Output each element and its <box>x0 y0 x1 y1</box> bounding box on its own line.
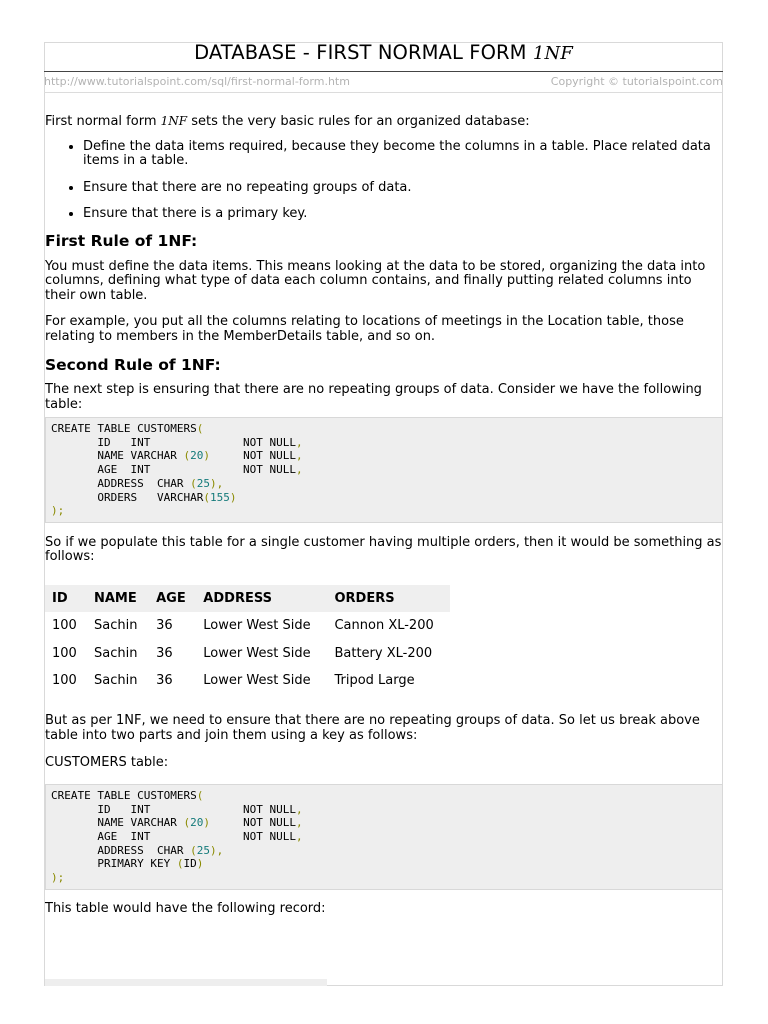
page-title-text: DATABASE - FIRST NORMAL FORM <box>194 41 527 64</box>
list-item: • Ensure that there is a primary key. <box>83 207 723 222</box>
break-table-paragraph: But as per 1NF, we need to ensure that there are no repeating groups of data. So let us break above table into two parts and join them using a key as follows: <box>45 713 700 743</box>
code-block-customers-primary-key: CREATE TABLE CUSTOMERS( ID INT NOT NULL, NAME VARCHAR (20) NOT NULL, AGE INT NOT NULL, ADDRESS CHAR (25), PRIMARY KEY (ID) ); <box>45 784 723 890</box>
table-cell: 100 <box>52 618 77 634</box>
intro-bullet-list <box>45 140 723 222</box>
table-cell: 100 <box>52 673 77 689</box>
table-row <box>45 612 450 640</box>
intro-text-before: First normal form <box>45 114 157 129</box>
table-cell: Sachin <box>93 673 138 689</box>
customers-table-label: CUSTOMERS table: <box>45 755 169 771</box>
intro-paragraph <box>45 114 723 130</box>
column-header: ADDRESS <box>196 585 327 612</box>
table-cell: 36 <box>156 645 173 661</box>
column-header: ORDERS <box>327 585 450 612</box>
table-cell: Battery XL-200 <box>334 645 433 661</box>
table-cell: Lower West Side <box>203 645 311 661</box>
url-divider <box>44 92 723 93</box>
source-url[interactable]: http://www.tutorialspoint.com/sql/first-normal-form.htm <box>44 75 350 88</box>
code-block-customers-orders: CREATE TABLE CUSTOMERS( ID INT NOT NULL, NAME VARCHAR (20) NOT NULL, AGE INT NOT NULL, ADDRESS CHAR (25), ORDERS VARCHAR(155) ); <box>45 417 723 523</box>
column-header: NAME <box>87 585 149 612</box>
table-cell: Lower West Side <box>203 618 311 634</box>
table-header-row <box>45 585 450 612</box>
following-record-paragraph: This table would have the following record: <box>45 900 326 916</box>
title-divider <box>44 71 723 72</box>
table-row <box>45 667 450 695</box>
table-cell: 36 <box>156 673 173 689</box>
intro-nf: 1NF <box>160 114 188 128</box>
table-cell: Sachin <box>93 645 138 661</box>
column-header: ID <box>45 585 87 612</box>
table-cell: Sachin <box>93 618 138 634</box>
page-title-nf: 1NF <box>532 43 573 64</box>
page-title <box>44 41 723 64</box>
list-item: • Define the data items required, because they become the columns in a table. Place related data items in a table. <box>83 140 723 169</box>
record-table-stub <box>45 979 327 986</box>
second-rule-paragraph: The next step is ensuring that there are no repeating groups of data. Consider we have the following table: <box>45 382 702 412</box>
table-cell: Lower West Side <box>203 673 311 689</box>
first-rule-example: For example, you put all the columns relating to locations of meetings in the Location table, those relating to members in the MemberDetails table, and so on. <box>45 314 684 344</box>
second-rule-heading: Second Rule of 1NF: <box>45 356 221 374</box>
populate-paragraph: So if we populate this table for a single customer having multiple orders, then it would be something as follows: <box>45 534 722 565</box>
orders-table <box>45 585 450 695</box>
table-cell: 36 <box>156 618 173 634</box>
column-header: AGE <box>149 585 196 612</box>
article-body <box>45 114 723 916</box>
copyright-notice: Copyright © tutorialspoint.com <box>550 75 723 88</box>
table-row <box>45 639 450 667</box>
list-item: • Ensure that there are no repeating groups of data. <box>83 181 723 196</box>
table-cell: Cannon XL-200 <box>334 618 434 634</box>
first-rule-paragraph: You must define the data items. This means looking at the data to be stored, organizing the data into columns, defining what type of data each column contains, and finally putting related columns into their own table. <box>45 258 706 303</box>
first-rule-heading: First Rule of 1NF: <box>45 231 198 250</box>
table-cell: 100 <box>52 645 77 661</box>
table-cell: Tripod Large <box>334 673 415 689</box>
intro-text-after: sets the very basic rules for an organized database: <box>191 114 530 129</box>
